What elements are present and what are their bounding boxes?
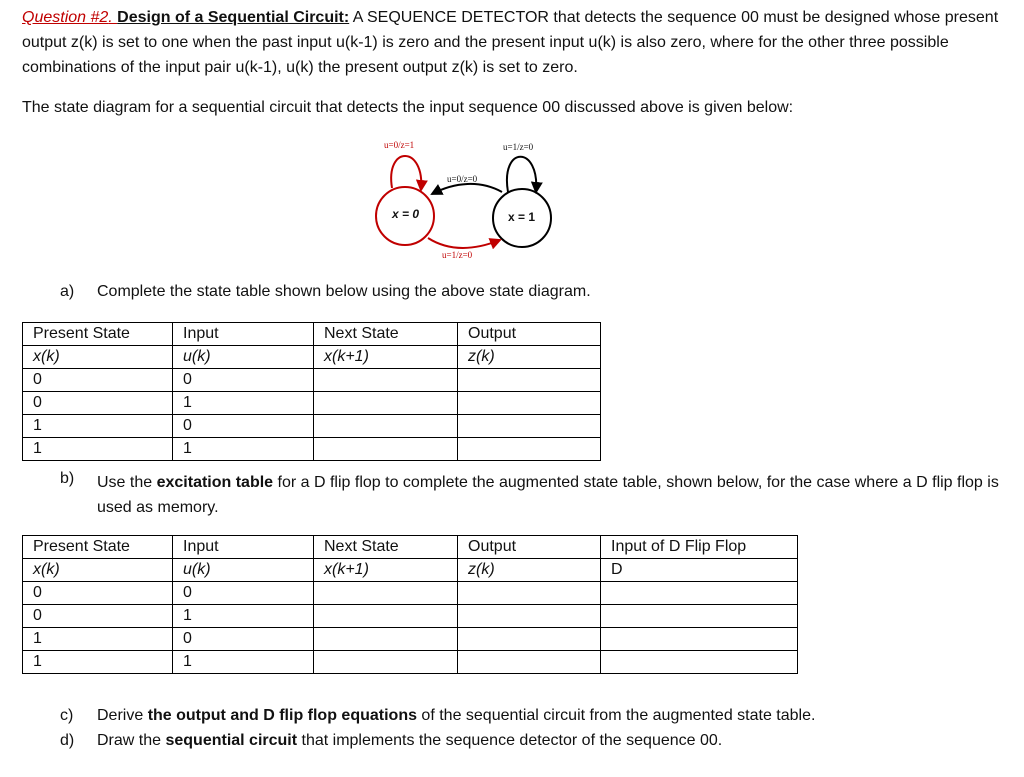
header-cell: Present State (23, 536, 173, 559)
state-1-label: x = 1 (508, 210, 536, 224)
loop-0-label: u=0/z=1 (384, 140, 415, 150)
cell[interactable] (601, 582, 798, 605)
header-cell: Input of D Flip Flop (601, 536, 798, 559)
cell: 0 (23, 582, 173, 605)
loop-0-arrow (391, 156, 421, 190)
sub-header-cell: z(k) (458, 559, 601, 582)
header-cell: Next State (314, 323, 458, 346)
cell[interactable] (601, 651, 798, 674)
cell: 0 (173, 369, 314, 392)
question-text: Question #2. Design of a Sequential Circuit: A SEQUENCE DETECTOR that detects the sequence 00 must be designed whose present output z(k) is set to one when the past input u(k-1) is zero and the present input u(k) is also zero, where for the other three possible combinations of the input pair u(k-1), u(k) the present output z(k) is set to zero. (22, 9, 999, 76)
loop-1-label: u=1/z=0 (503, 142, 534, 152)
header-cell: Present State (23, 323, 173, 346)
loop-1-arrow (507, 157, 536, 192)
sub-header-cell: x(k+1) (314, 346, 458, 369)
cell[interactable] (314, 605, 458, 628)
part-b-label: b) (60, 470, 75, 487)
cell: 1 (23, 651, 173, 674)
state-diagram (360, 130, 580, 265)
transition-1-0-label: u=0/z=0 (447, 174, 478, 184)
part-d-label: d) (60, 732, 75, 749)
sub-header-cell: x(k) (23, 346, 173, 369)
cell[interactable] (458, 651, 601, 674)
question-title: Design of a Sequential Circuit: (117, 9, 350, 26)
state-0-label: x = 0 (392, 207, 420, 221)
cell: 1 (173, 651, 314, 674)
cell: 1 (23, 628, 173, 651)
cell[interactable] (458, 392, 601, 415)
cell: 0 (23, 605, 173, 628)
transition-0-1-label: u=1/z=0 (442, 250, 473, 260)
table-row (23, 628, 798, 651)
part-a-text: Complete the state table shown below using the above state diagram. (97, 283, 591, 300)
cell[interactable] (458, 438, 601, 461)
state-table (22, 322, 601, 461)
part-d-text: Draw the sequential circuit that implements the sequence detector of the sequence 00. (97, 732, 723, 749)
cell: 1 (173, 438, 314, 461)
cell: 0 (23, 392, 173, 415)
header-cell: Input (173, 536, 314, 559)
cell[interactable] (314, 415, 458, 438)
sub-header-cell: z(k) (458, 346, 601, 369)
part-a-label: a) (60, 283, 75, 300)
cell[interactable] (314, 628, 458, 651)
header-cell: Next State (314, 536, 458, 559)
cell: 0 (173, 628, 314, 651)
sub-header-cell: u(k) (173, 559, 314, 582)
cell[interactable] (601, 628, 798, 651)
table-row (23, 415, 601, 438)
cell: 0 (173, 582, 314, 605)
question-number: Question #2 (22, 9, 109, 26)
cell: 0 (23, 369, 173, 392)
table-row (23, 438, 601, 461)
augmented-state-table (22, 535, 798, 674)
part-c-text: Derive the output and D flip flop equations of the sequential circuit from the augmented state table. (97, 707, 816, 724)
transition-0-1 (428, 238, 500, 248)
cell: 0 (173, 415, 314, 438)
table-row (23, 651, 798, 674)
sub-header-cell: D (601, 559, 798, 582)
cell[interactable] (314, 369, 458, 392)
sub-header-cell: u(k) (173, 346, 314, 369)
cell[interactable] (314, 392, 458, 415)
part-c-label: c) (60, 707, 74, 724)
cell[interactable] (601, 605, 798, 628)
sub-header-cell: x(k) (23, 559, 173, 582)
table-row (23, 582, 798, 605)
question-body: A SEQUENCE DETECTOR that detects the sequence 00 must be designed whose present output z(k) is set to one when the past input u(k-1) is zero and the present input u(k) is also zero, where for the other three possible combinations of the input pair u(k-1), u(k) the present output z(k) is set to zero. (22, 9, 999, 76)
part-b-text: Use the excitation table for a D flip flop to complete the augmented state table, shown below, for the case where a D flip flop is used as memory. (97, 474, 999, 516)
cell: 1 (173, 392, 314, 415)
cell[interactable] (458, 415, 601, 438)
sub-header-cell: x(k+1) (314, 559, 458, 582)
table-row (23, 605, 798, 628)
transition-1-0 (432, 184, 502, 194)
cell[interactable] (314, 582, 458, 605)
intro-text: The state diagram for a sequential circuit that detects the input sequence 00 discussed above is given below: (22, 99, 794, 116)
cell[interactable] (458, 582, 601, 605)
cell: 1 (23, 438, 173, 461)
cell[interactable] (458, 605, 601, 628)
cell: 1 (23, 415, 173, 438)
cell[interactable] (458, 628, 601, 651)
table-row (23, 392, 601, 415)
header-cell: Output (458, 323, 601, 346)
table-row (23, 369, 601, 392)
cell: 1 (173, 605, 314, 628)
cell[interactable] (314, 651, 458, 674)
header-cell: Output (458, 536, 601, 559)
header-cell: Input (173, 323, 314, 346)
cell[interactable] (458, 369, 601, 392)
cell[interactable] (314, 438, 458, 461)
